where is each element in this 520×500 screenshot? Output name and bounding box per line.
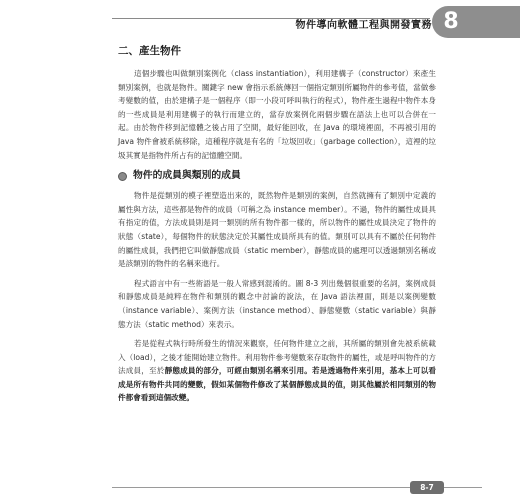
page-number: 8-7 (420, 483, 434, 492)
paragraph-3-text: 若是從程式執行時所發生的情況來觀察，任何物件建立之前，其所屬的類別會先被系統載入（load），之後才能開始建立物件。利用物件參考變數來存取物件的屬性，或是呼叫物件的方法成員，至於 (118, 339, 436, 376)
paragraph-3-emphasis: 靜態成員的部分，可經由類別名稱來引用。若是透過物件來引用，基本上可以看成是所有物件共同的變數，假如某個物件修改了某個靜態成員的值，則其他屬於相同類別的物件都會看到這個改變。 (118, 366, 436, 403)
chapter-number: 8 (443, 9, 459, 34)
subsection-heading (118, 168, 436, 184)
section-paragraph: 這個步驟也叫做類別案例化（class instantiation），利用建構子（constructor）來產生類別案例，也就是物件。關鍵字 new 會指示系統傳回一個指定類別所屬物件的參考值，當做參考變數的值，由於建構子是一個程序（即一小段可呼叫執行的程式），物件產生過程中物件本身的一些成員是利用建構子的執行而建立的，當存放案例化兩個步驟在語法上也可以合併在一起。由於物件移到記憶體之後占用了空間，最好能回收，在 Java 的環境裡面，不再被引用的 Java 物件會被系統移除，這種程序就是有名的「垃圾回收」（garbage collection），這裡的垃圾其實是指物件所占有的記憶體空間。 (118, 69, 436, 160)
page-body (118, 44, 436, 411)
subsection-title: 物件的成員與類別的成員 (133, 170, 241, 182)
subsection-paragraph-1: 物件是從類別的模子裡塑造出來的，既然物件是類別的案例，自然就擁有了類別中定義的屬性與方法，這些都是物件的成員（可稱之為 instance member）。不過，物件的屬性成員具有指定的值，方法成員則是同一類別的所有物件都一樣的，所以物件的屬性成員決定了物件的狀態（state），每個物件的狀態決定於其屬性成員所具有的值。類別可以具有不屬於任何物件的屬性成員，我們把它叫做靜態成員（static member），靜態成員的處理可以透過類別名稱或是該類別的物件的名稱來進行。 (118, 191, 436, 269)
bullet-icon (118, 172, 127, 181)
subsection-paragraph-2: 程式語言中有一些術語是一般人常感到混淆的。圖 8-3 列出幾個很重要的名詞，案例成員和靜態成員是純粹在物件和類別的觀念中討論的說法，在 Java 語法裡面，則是以案例變數（instance variable）、案例方法（instance method）、靜態變數（static variable）與靜態方法（static method）來表示。 (118, 278, 436, 329)
running-header-title: 物件導向軟體工程與開發實務 (295, 20, 432, 31)
section-title: 二、產生物件 (118, 45, 181, 57)
subsection-paragraph-3 (118, 337, 436, 405)
